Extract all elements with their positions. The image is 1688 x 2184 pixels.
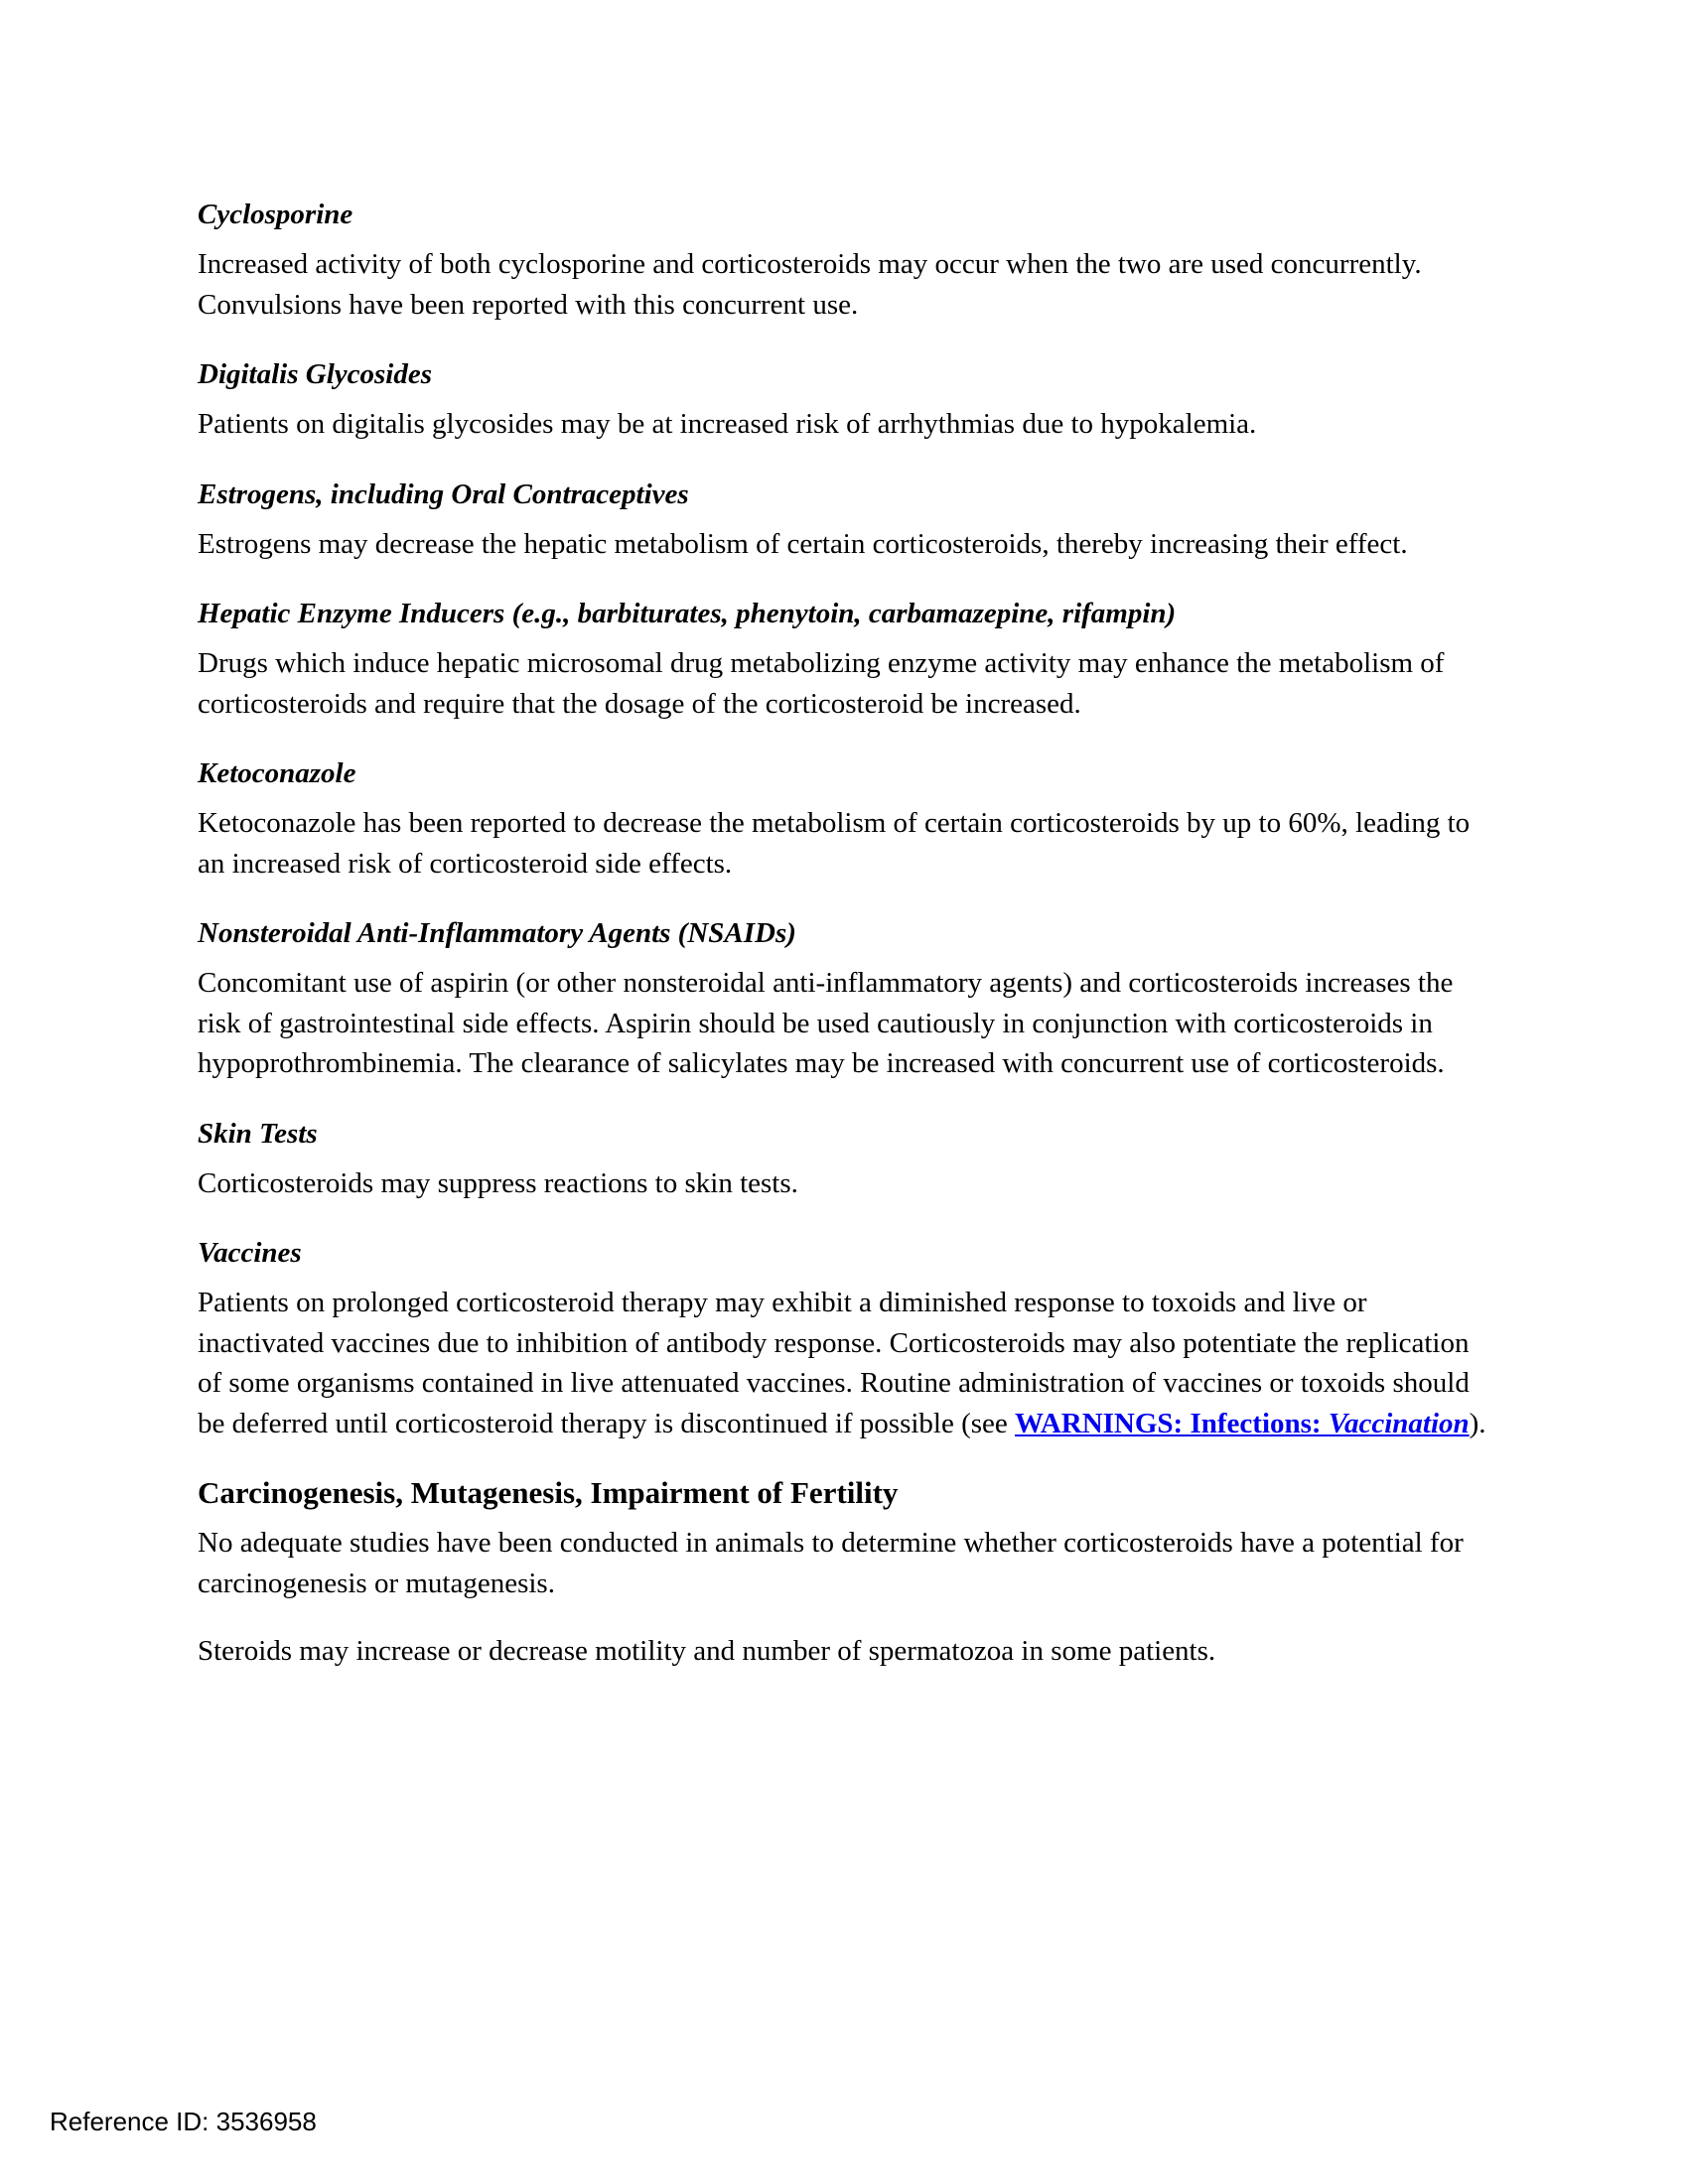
subsection-body: Ketoconazole has been reported to decrease the metabolism of certain corticosteroids by up to 60%, leading to an increased risk of corticosteroid side effects. — [198, 807, 1471, 880]
reference-id-footer: Reference ID: 3536958 — [50, 2107, 317, 2136]
section-nsaids — [198, 913, 1498, 1084]
section-estrogens — [198, 475, 1498, 565]
subsection-heading: Cyclosporine — [198, 199, 353, 230]
subsection-body — [198, 1283, 1498, 1443]
subsection-body: Concomitant use of aspirin (or other nonsteroidal anti-inflammatory agents) and corticosteroids increases the risk of gastrointestinal side effects. Aspirin should be used cautiously in conjunction with corticosteroids in hypoprothrombinemia. The clearance of salicylates may be increased with concurrent use of corticosteroids. — [198, 967, 1454, 1079]
section-vaccines — [198, 1233, 1498, 1443]
link-text-italic: Vaccination — [1328, 1407, 1470, 1439]
section-ketoconazole — [198, 753, 1498, 884]
subsection-body: Patients on digitalis glycosides may be at increased risk of arrhythmias due to hypokalemia. — [198, 408, 1257, 440]
subsection-body: Increased activity of both cyclosporine and corticosteroids may occur when the two are used concurrently. Convulsions have been reported with this concurrent use. — [198, 248, 1422, 321]
subsection-body: Corticosteroids may suppress reactions to skin tests. — [198, 1166, 798, 1199]
section-skin-tests — [198, 1114, 1498, 1204]
section-digitalis-glycosides — [198, 354, 1498, 445]
section-carcinogenesis — [198, 1473, 1498, 1672]
vaccines-body-text: Patients on prolonged corticosteroid therapy may exhibit a diminished response to toxoids and live or inactivated vaccines due to inhibition of antibody response. Corticosteroids may also potentiate the replication of some organisms contained in live attenuated vaccines. Routine administration of vaccines or toxoids should be deferred until corticosteroid therapy is discontinued if possible (see — [198, 1287, 1470, 1439]
subsection-heading: Hepatic Enzyme Inducers (e.g., barbiturates, phenytoin, carbamazepine, rifampin) — [198, 598, 1177, 629]
subsection-heading: Digitalis Glycosides — [198, 358, 433, 390]
subsection-heading: Ketoconazole — [198, 757, 356, 789]
section-heading: Carcinogenesis, Mutagenesis, Impairment of Fertility — [198, 1475, 899, 1510]
link-text: WARNINGS: Infections: — [1015, 1407, 1329, 1439]
section-hepatic-enzyme-inducers — [198, 594, 1498, 724]
section-cyclosporine — [198, 195, 1498, 325]
subsection-heading: Skin Tests — [198, 1117, 318, 1150]
carcinogenesis-paragraph: No adequate studies have been conducted in animals to determine whether corticosteroids have a potential for carcinogenesis or mutagenesis. — [198, 1527, 1464, 1599]
subsection-heading: Estrogens, including Oral Contraceptives — [198, 478, 689, 510]
document-page — [198, 195, 1498, 1702]
fertility-paragraph: Steroids may increase or decrease motility and number of spermatozoa in some patients. — [198, 1635, 1216, 1667]
warnings-vaccination-link[interactable] — [1015, 1408, 1470, 1439]
subsection-body: Drugs which induce hepatic microsomal drug metabolizing enzyme activity may enhance the metabolism of corticosteroids and require that the dosage of the corticosteroid be increased. — [198, 647, 1445, 720]
subsection-body: Estrogens may decrease the hepatic metabolism of certain corticosteroids, thereby increasing their effect. — [198, 527, 1408, 560]
subsection-heading: Nonsteroidal Anti-Inflammatory Agents (NSAIDs) — [198, 917, 796, 949]
subsection-heading: Vaccines — [198, 1237, 302, 1269]
vaccines-body-closing: ). — [1469, 1407, 1486, 1439]
